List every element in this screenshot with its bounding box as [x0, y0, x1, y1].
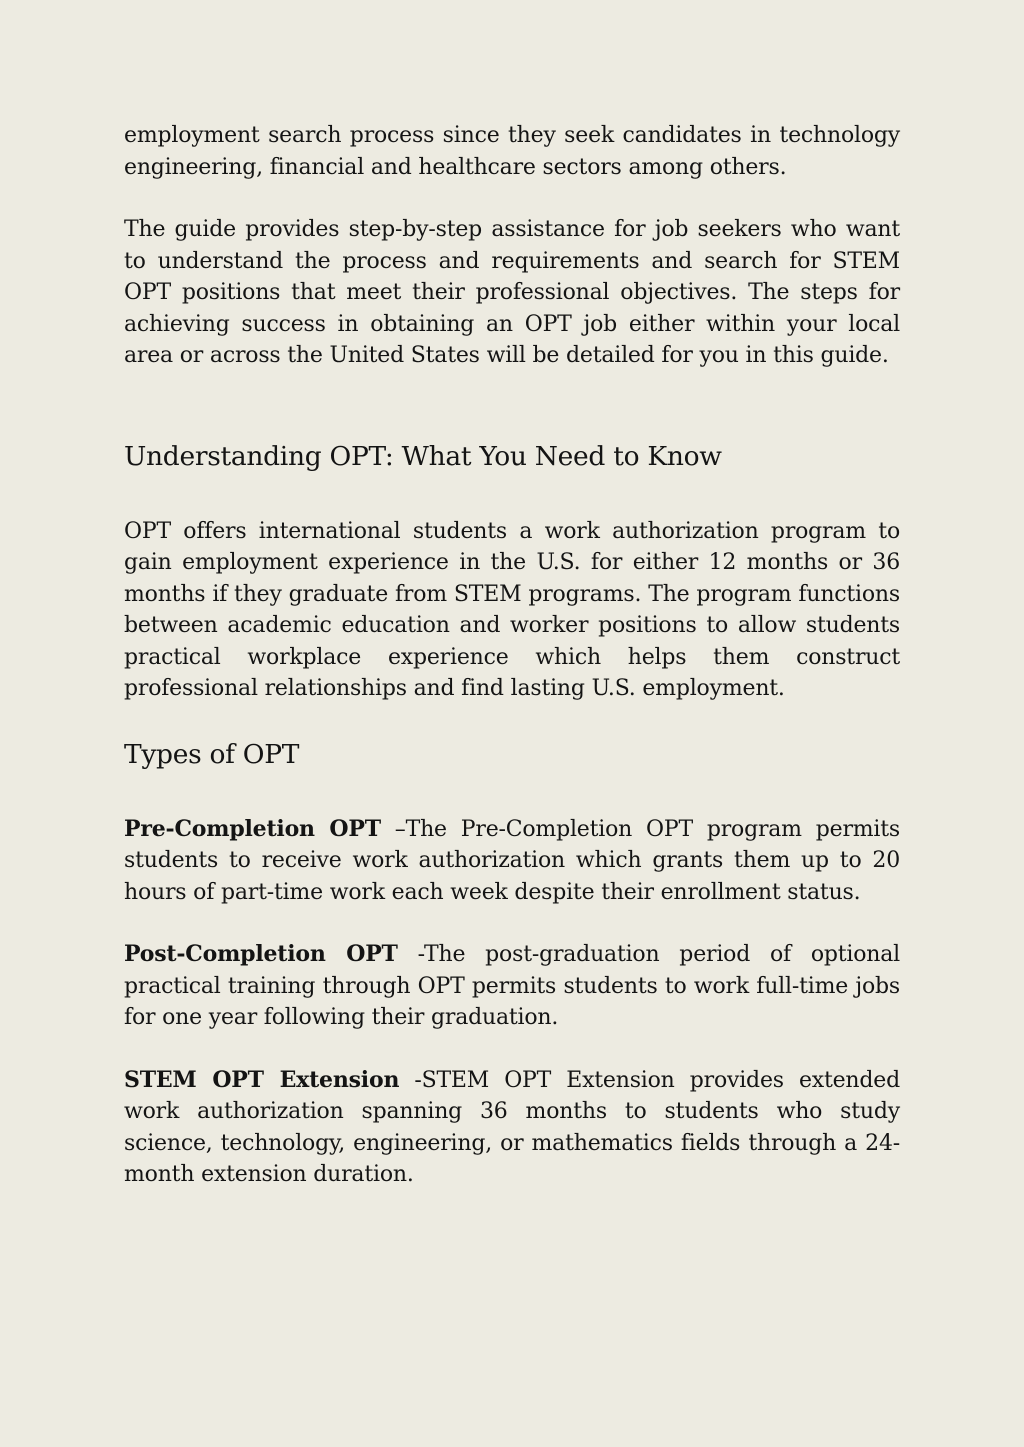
opt-types-list	[124, 814, 900, 1191]
opt-type-term: STEM OPT Extension	[124, 1066, 400, 1093]
opt-type-description: –The Pre-Completion OPT program permits students to receive work authorization which grants them up to 20 hours of part-time work each week despite their enrollment status.	[124, 816, 900, 905]
opt-type-description: -The post-graduation period of optional practical training through OPT permits students to work full-time jobs for one year following their graduation.	[124, 942, 900, 1030]
opt-type-description: -STEM OPT Extension provides extended work authorization spanning 36 months to students who study science, technology, engineering, or mathematics fields through a 24-month extension duration.	[124, 1067, 900, 1187]
guide-paragraph: The guide provides step-by-step assistance for job seekers who want to understand the process and requirements and search for STEM OPT positions that meet their professional objectives. The steps for achieving success in obtaining an OPT job either within your local area or across the United States will be detailed for you in this guide.	[124, 217, 900, 368]
intro-paragraph: employment search process since they seek candidates in technology engineering, financial and healthcare sectors among others.	[124, 123, 900, 180]
opt-type-term: Pre-Completion OPT	[124, 815, 381, 842]
section-heading-understanding-opt: Understanding OPT: What You Need to Know	[124, 440, 722, 472]
opt-type-stem-extension	[124, 1065, 900, 1191]
understanding-opt-paragraph: OPT offers international students a work authorization program to gain employment experience in the U.S. for either 12 months or 36 months if they graduate from STEM programs. The program functions between academic education and worker positions to allow students practical workplace experience which helps them construct professional relationships and find lasting U.S. employment.	[124, 518, 900, 701]
document-page	[124, 120, 900, 1191]
section-heading-types-of-opt: Types of OPT	[124, 738, 300, 770]
opt-type-pre-completion	[124, 814, 900, 909]
opt-type-post-completion	[124, 939, 900, 1034]
opt-type-term: Post-Completion OPT	[124, 941, 398, 967]
